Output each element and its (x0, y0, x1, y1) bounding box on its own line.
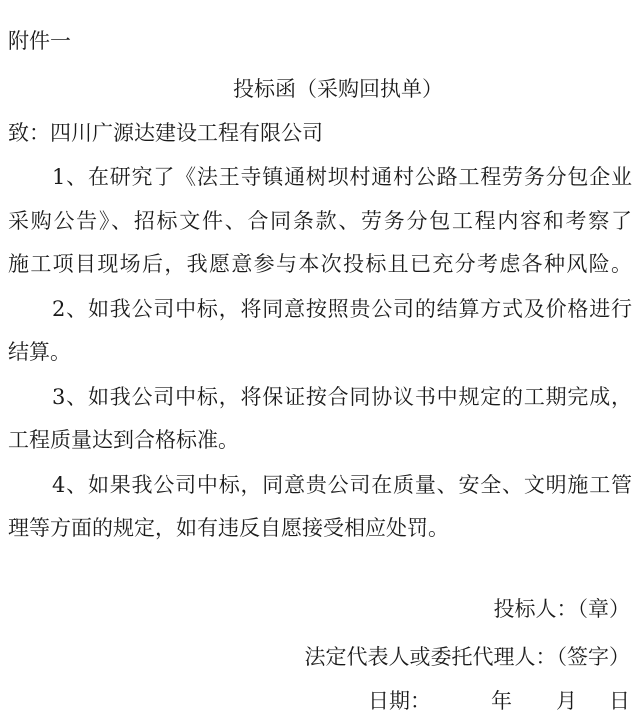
date-line (368, 688, 630, 714)
date-day: 日 (609, 689, 630, 713)
paragraph-line: 2、如我公司中标，将同意按照贵公司的结算方式及价格进行 (52, 297, 632, 321)
bidder-seal-line: 投标人：（章） (493, 597, 630, 621)
date-year: 年 (491, 689, 512, 713)
date-label: 日期： (368, 689, 431, 713)
attachment-label: 附件一 (8, 29, 71, 53)
date-month: 月 (556, 689, 577, 713)
paragraph-line: 1、在研究了《法王寺镇通树坝村通村公路工程劳务分包企业 (52, 165, 632, 189)
paragraph-line: 工程质量达到合格标准。 (8, 428, 239, 452)
representative-signature-line: 法定代表人或委托代理人：（签字） (304, 645, 630, 669)
addressee: 致：四川广源达建设工程有限公司 (8, 121, 323, 145)
paragraph-line: 施工项目现场后，我愿意参与本次投标且已充分考虑各种风险。 (8, 252, 632, 276)
paragraph-line: 结算。 (8, 340, 71, 364)
paragraph-line: 理等方面的规定，如有违反自愿接受相应处罚。 (8, 516, 449, 540)
paragraph-line: 3、如我公司中标，将保证按合同协议书中规定的工期完成， (52, 385, 632, 409)
document-title: 投标函（采购回执单） (233, 77, 443, 101)
paragraph-line: 采购公告》、招标文件、合同条款、劳务分包工程内容和考察了 (8, 209, 632, 233)
paragraph-line: 4、如果我公司中标，同意贵公司在质量、安全、文明施工管 (52, 473, 632, 497)
